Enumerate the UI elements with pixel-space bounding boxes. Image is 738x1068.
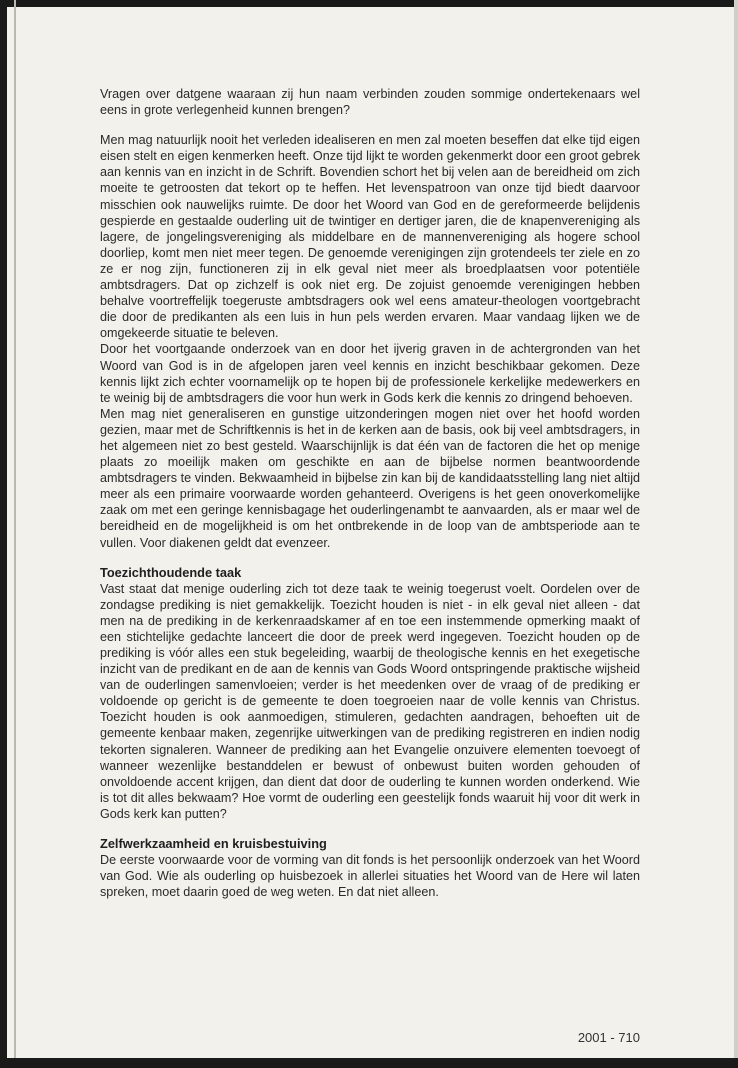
page-number: 2001 - 710 [577,1030,640,1045]
scan-border-bottom [0,1058,738,1068]
scan-border-right [734,0,738,1068]
scan-border-top [0,0,738,7]
scan-edge-line [14,0,16,1068]
paragraph-2: Door het voortgaande onderzoek van en door het ijverig graven in de achtergronden van het Woord van God is in de afgelopen jaren veel kennis en inzicht beschikbaar gekomen. Deze kennis lijkt zich echter voornamelijk op te hopen bij de professionele kerkelijke medewerkers en te weinig bij de ambtsdragers die voor hun werk in Gods kerk die kennis zo dringend behoeven. [100,342,640,405]
paragraph-1: Men mag natuurlijk nooit het verleden idealiseren en men zal moeten beseffen dat elke tijd eigen eisen stelt en eigen kenmerken heeft. Onze tijd lijkt te worden gekenmerkt door een groot gebrek aan kennis van en inzicht in de Schrift. Bovendien schort het bij velen aan de bereidheid om zich moeite te getroosten dat tekort op te heffen. Het levenspatroon van onze tijd biedt daarvoor misschien ook nauwelijks ruimte. De door het Woord van God en de gereformeerde belijdenis gespierde en gestaalde ouderling uit de twintiger en dertiger jaren, die de knapenvereniging als lagere, de jongelingsvereniging als middelbare en de mannenvereniging als hogere school doorliep, komt men niet meer tegen. De genoemde verenigingen zijn grotendeels ter ziele en zo ze er nog zijn, functioneren zij in elk geval niet meer als broedplaatsen voor potentiële ambtsdragers. Dat op zichzelf is ook niet erg. De zojuist genoemde verenigingen hebben behalve voortreffelijk toegeruste ambtsdragers ook wel eens amateur-theologen voortgebracht die door de predikanten als een luis in hun pels werden ervaren. Maar vandaag lijken we de omgekeerde situatie te beleven. [100,133,640,341]
page-body [100,86,640,900]
paragraph-5: De eerste voorwaarde voor de vorming van dit fonds is het persoonlijk onderzoek van het Woord van God. Wie als ouderling op huisbezoek in allerlei situaties het Woord van de Here wil laten spreken, moet daarin goed de weg weten. En dat niet alleen. [100,853,640,900]
paragraph-4: Vast staat dat menige ouderling zich tot deze taak te weinig toegerust voelt. Oordelen over de zondagse prediking is niet gemakkelijk. Toezicht houden is niet - in elk geval niet alleen - dat men na de prediking in de kerkenraadskamer af en toe een instemmende opmerking maakt of een stichtelijke gedachte lanceert die door de preek werd ingegeven. Toezicht houden op de prediking is vóór alles een stuk begeleiding, waarbij de theologische kennis en het exegetische inzicht van de predikant en de aan de kennis van Gods Woord ontspringende praktische wijsheid van de ouderlingen samenvloeien; verder is het meedenken over de vraag of de prediking er voldoende op gericht is de gemeente te doen toegroeien naar de volle kennis van Christus. Toezicht houden is ook aanmoedigen, stimuleren, gedachten aandragen, behoeften uit de gemeente kenbaar maken, zegenrijke uitwerkingen van de prediking registreren en indien nodig tekorten signaleren. Wanneer de prediking aan het Evangelie onzuivere elementen toevoegt of wanneer wezenlijke bestanddelen er bewust of onbewust buiten worden gehouden of onvoldoende accent krijgen, dan dient dat door de ouderling te kunnen worden onderkend. Wie is tot dit alles bekwaam? Hoe vormt de ouderling een geestelijk fonds waaruit hij voor dit werk in Gods kerk kan putten? [100,581,640,821]
section-heading-toezichthoudende-taak: Toezichthoudende taak [100,564,242,580]
intro-paragraph: Vragen over datgene waaraan zij hun naam verbinden zouden sommige ondertekenaars wel eens in grote verlegenheid kunnen brengen? [100,87,640,118]
paragraph-3: Men mag niet generaliseren en gunstige uitzonderingen mogen niet over het hoofd worden gezien, maar met de Schriftkennis is het in de kerken aan de basis, ook bij veel ambtsdragers, in het algemeen niet zo best gesteld. Waarschijnlijk is dat één van de factoren die het op menige plaats zo moeilijk maken om geschikte en aan de bijbelse normen beantwoordende ambtsdragers te vinden. Bekwaamheid in bijbelse zin kan bij de kandidaatsstelling lang niet altijd meer als een primaire voorwaarde worden gehanteerd. Overigens is het geen onoverkomelijke zaak om met een geringe kennisbagage het ouderlingenambt te aanvaarden, als er maar wel de bereidheid en de mogelijkheid is om het ontbrekende in de loop van de ambtsperiode aan te vullen. Voor diakenen geldt dat evenzeer. [100,406,640,550]
section-heading-zelfwerkzaamheid: Zelfwerkzaamheid en kruisbestuiving [100,836,327,852]
scan-border-left [0,0,7,1068]
